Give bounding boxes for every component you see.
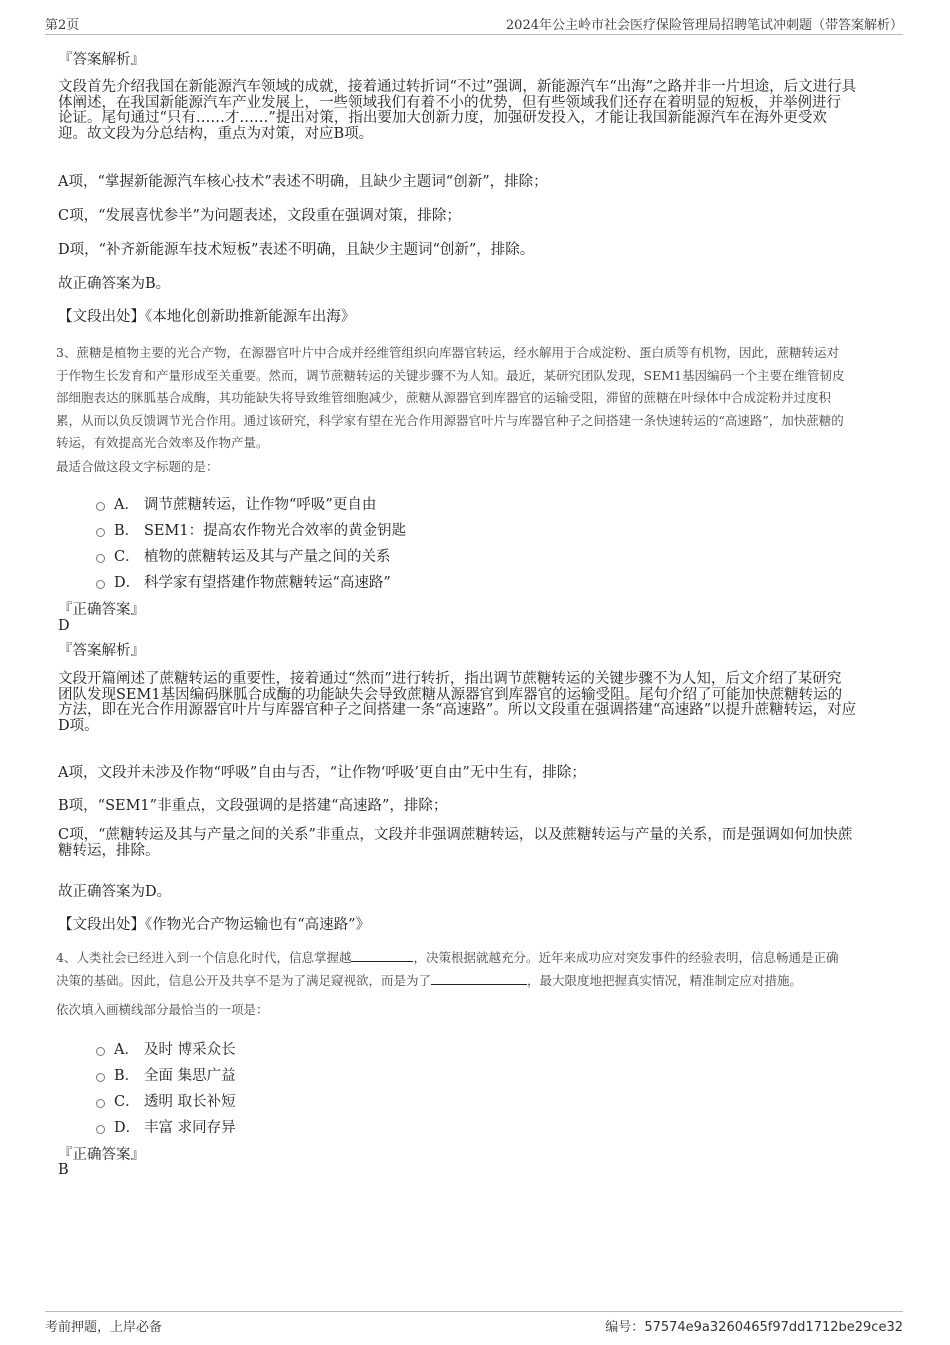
q4-option-c[interactable] [96,1090,236,1111]
option-letter: B． [114,1068,140,1084]
radio-icon[interactable] [96,1125,105,1134]
q4-option-a[interactable] [96,1038,236,1059]
q3-stem-line: 转运，有效提高光合效率及作物产量。 [56,435,269,450]
radio-icon[interactable] [96,580,105,589]
q3-stem-line: 3、蔗糖是植物主要的光合产物，在源器官叶片中合成并经维管组织向库器官转运，经水解用于合成淀粉、蛋白质等有机物，因此，蔗糖转运对 [56,345,839,360]
option-letter: A． [114,497,139,513]
q2-analysis-label: 『答案解析』 [58,52,145,68]
q3-stem-line: 部细胞表达的脒胍基合成酶，其功能缺失将导致维管细胞减少，蔗糖从源器官到库器官的运输受阻，滞留的蔗糖在叶绿体中合成淀粉并过度积 [56,390,832,405]
page-header [45,14,903,35]
q4-stem-line-1 [56,947,896,970]
q3-analysis-line: 团队发现SEM1基因编码脒胍合成酶的功能缺失会导致蔗糖从源器官到库器官的运输受阻。尾句介绍了可能加快蔗糖转运的 [58,686,843,703]
option-text: 及时 博采众长 [144,1042,236,1058]
q4-prompt: 依次填入画横线部分最恰当的一项是： [56,1002,269,1017]
q4-blank-1 [351,949,413,962]
footer-serial [605,1316,903,1335]
option-letter: D． [114,575,141,591]
radio-icon[interactable] [96,554,105,563]
q3-option-c[interactable] [96,545,391,566]
radio-icon[interactable] [96,1047,105,1056]
option-text: 调节蔗糖转运，让作物“呼吸”更自由 [144,497,377,513]
q3-option-b[interactable] [96,519,406,540]
q3-stem-line: 累，从而以负反馈调节光合作用。通过该研究，科学家有望在光合作用源器官叶片与库器官种子之间搭建一条快速转运的“高速路”，加快蔗糖的 [56,412,844,428]
radio-icon[interactable] [96,528,105,537]
q2-option-c-analysis: C项，“发展喜忧参半”为问题表述，文段重在强调对策，排除； [58,208,461,224]
option-text: 科学家有望搭建作物蔗糖转运“高速路” [144,575,391,591]
document-title: 2024年公主岭市社会医疗保险管理局招聘笔试冲刺题（带答案解析） [505,18,903,33]
radio-icon[interactable] [96,1073,105,1082]
q3-option-c-analysis [58,828,893,859]
option-text: 全面 集思广益 [144,1068,236,1084]
page-number: 第2页 [45,18,80,33]
q3-correct-label: 『正确答案』 [58,602,145,618]
radio-icon[interactable] [96,1099,105,1108]
q2-source: 【文段出处】《本地化创新助推新能源车出海》 [58,309,356,325]
q3-conclusion: 故正确答案为D。 [58,884,172,900]
q3-analysis-line: 文段开篇阐述了蔗糖转运的重要性，接着通过“然而”进行转折，指出调节蔗糖转运的关键步骤不为人知，后文介绍了某研究 [58,671,842,687]
q4-stem-text: 决策的基础。因此，信息公开及共享不是为了满足窥视欲，而是为了 [56,972,432,988]
q3-option-c-line: C项，“蔗糖转运及其与产量之间的关系”非重点，文段并非强调蔗糖转运，以及蔗糖转运与产量的关系，而是强调如何加快蔗 [58,827,853,843]
radio-icon[interactable] [96,502,105,511]
q3-option-a-analysis: A项，文段并未涉及作物“呼吸”自由与否，“让作物‘呼吸’更自由”无中生有，排除； [58,765,586,781]
q2-analysis-line: 迎。故文段为分总结构，重点为对策，对应B项。 [58,125,374,142]
q3-stem [56,342,896,455]
q2-option-d-analysis: D项，“补齐新能源车技术短板”表述不明确，且缺少主题词“创新”，排除。 [58,242,535,258]
q4-option-d[interactable] [96,1116,236,1137]
q3-stem-line: 于作物生长发育和产量形成至关重要。然而，调节蔗糖转运的关键步骤不为人知。最近，某研究团队发现，SEM1基因编码一个主要在维管韧皮 [56,367,845,383]
q3-prompt: 最适合做这段文字标题的是： [56,459,219,474]
option-letter: A． [114,1042,139,1058]
q4-stem-line-2 [56,970,896,993]
q3-analysis-line: 方法，即在光合作用源器官叶片与库器官种子之间搭建一条“高速路”。所以文段重在强调搭建“高速路”以提升蔗糖转运，对应 [58,702,857,718]
q4-correct-label: 『正确答案』 [58,1147,145,1163]
q3-option-d[interactable] [96,571,391,592]
q4-correct-value: B [58,1162,69,1178]
q2-analysis [58,80,893,142]
q2-analysis-line: 体阐述，在我国新能源汽车产业发展上，一些领域我们有着不小的优势，但有些领域我们还存在着明显的短板，并举例进行 [58,94,841,111]
option-letter: C． [114,549,140,565]
q2-conclusion: 故正确答案为B。 [58,276,171,292]
q3-analysis-line: D项。 [58,717,99,734]
q3-correct-value: D [58,618,70,634]
q2-analysis-line: 论证。尾句通过“只有……才……”提出对策，指出要加大创新力度，加强研发投入，才能让我国新能源汽车在海外更受欢 [58,110,827,126]
q4-stem-text: ，决策根据就越充分。近年来成功应对突发事件的经验表明，信息畅通是正确 [413,950,839,965]
option-letter: D． [114,1120,141,1136]
q4-stem-text: 4、人类社会已经进入到一个信息化时代，信息掌握越 [56,950,352,965]
option-text: 植物的蔗糖转运及其与产量之间的关系 [144,549,391,565]
q3-option-a[interactable] [96,493,376,514]
option-text: SEM1：提高农作物光合效率的黄金钥匙 [144,523,407,539]
q4-stem [56,947,896,992]
footer-serial-code: 57574e9a3260465f97dd1712be29ce32 [644,1320,903,1335]
q2-option-a-analysis: A项，“掌握新能源汽车核心技术”表述不明确，且缺少主题词“创新”，排除； [58,174,548,190]
q2-analysis-line: 文段首先介绍我国在新能源汽车领域的成就，接着通过转折词“不过”强调，新能源汽车“出海”之路并非一片坦途，后文进行具 [58,79,857,95]
q4-blank-2 [431,972,527,985]
option-letter: B． [114,523,140,539]
option-text: 透明 取长补短 [144,1094,236,1110]
q4-option-b[interactable] [96,1064,236,1085]
option-letter: C． [114,1094,140,1110]
footer-serial-label: 编号： [605,1320,645,1335]
q3-analysis-label: 『答案解析』 [58,643,145,659]
q3-source: 【文段出处】《作物光合产物运输也有“高速路”》 [58,917,371,933]
q3-option-c-line: 糖转运，排除。 [58,842,160,859]
q3-analysis [58,672,893,734]
option-text: 丰富 求同存异 [144,1120,236,1136]
footer-slogan: 考前押题，上岸必备 [45,1320,163,1335]
q3-option-b-analysis: B项，“SEM1”非重点，文段强调的是搭建“高速路”，排除； [58,798,448,814]
page-footer [45,1311,903,1334]
q4-stem-text: ，最大限度地把握真实情况，精准制定应对措施。 [527,972,803,988]
